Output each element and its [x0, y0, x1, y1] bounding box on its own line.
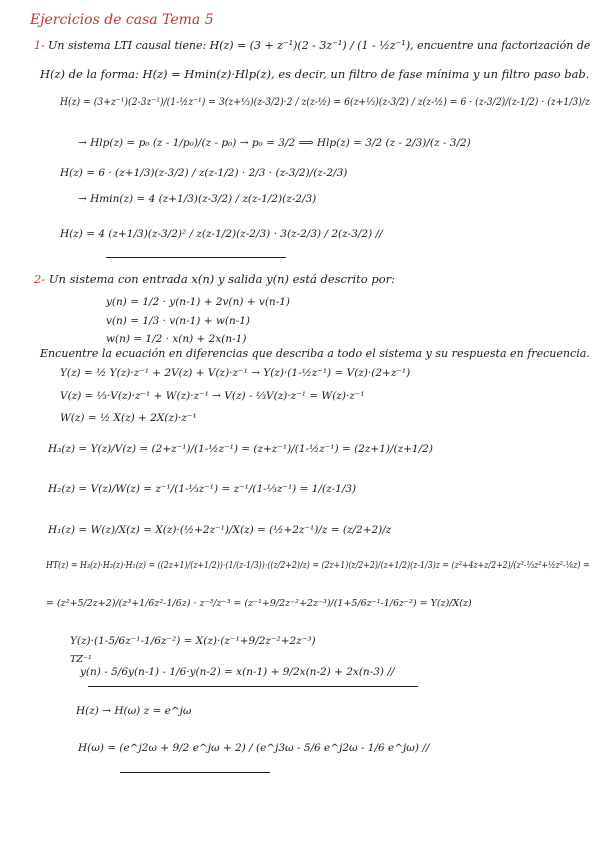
system-eq-1: y(n) = 1/2 · y(n-1) + 2v(n) + v(n-1)	[106, 296, 291, 308]
total-transfer: HT(z) = H₃(z)·H₂(z)·H₁(z) = ((2z+1)/(z+1/2))·(1/(z-1/3))·((z/2+2)/z) = (2z+1)(z/2+2)/(z+1/2)(z-1/3)z = (z²+4z+z/2+2)/(z³-⅓z²+½z²-⅙z) =	[46, 560, 590, 571]
problem-1-statement-a: 1- Un sistema LTI causal tiene: H(z) = (3 + z⁻¹)(2 - 3z⁻¹) / (1 - ½z⁻¹), encuentre una factorización de	[34, 38, 591, 52]
frequency-underline	[120, 772, 270, 773]
problem-1-eq-2: → Hlp(z) = p₀ (z - 1/p₀)/(z - p₀) → p₀ = 3/2 ⟹ Hlp(z) = 3/2 (z - 2/3)/(z - 3/2)	[78, 137, 471, 149]
page-title: Ejercicios de casa Tema 5	[30, 12, 214, 28]
problem-1-eq-4: → Hmin(z) = 4 (z+1/3)(z-3/2) / z(z-1/2)(z-2/3)	[78, 193, 317, 205]
problem-2-number: 2-	[34, 272, 46, 286]
h2-transfer: H₂(z) = V(z)/W(z) = z⁻¹/(1-⅓z⁻¹) = z⁻¹/(1-⅓z⁻¹) = 1/(z-1/3)	[48, 483, 357, 495]
z-transform-3: W(z) = ½ X(z) + 2X(z)·z⁻¹	[60, 412, 197, 424]
system-eq-2: v(n) = 1/3 · v(n-1) + w(n-1)	[106, 315, 251, 327]
problem-1-eq-1: H(z) = (3+z⁻¹)(2-3z⁻¹)/(1-½z⁻¹) = 3(z+⅓)(z-3/2)·2 / z(z-½) = 6(z+⅓)(z-3/2) / z(z-½) = 6 · (z-3/2)/(z-1/2) · (z+1/3)/z	[60, 96, 590, 108]
frequency-substitution: H(z) → H(ω) z = e^jω	[76, 705, 192, 717]
inverse-z-label: TZ⁻¹	[70, 654, 92, 665]
result-underline	[106, 257, 286, 258]
problem-1-number: 1-	[34, 38, 45, 52]
h3-transfer: H₃(z) = Y(z)/V(z) = (2+z⁻¹)/(1-½z⁻¹) = (z+z⁻¹)/(1-½z⁻¹) = (2z+1)/(z+1/2)	[48, 443, 433, 455]
z-transform-2: V(z) = ⅓·V(z)·z⁻¹ + W(z)·z⁻¹ → V(z) - ⅓V(z)·z⁻¹ = W(z)·z⁻¹	[60, 390, 365, 402]
problem-2-question: Encuentre la ecuación en diferencias que describa a todo el sistema y su respuesta en frecuencia.	[40, 346, 590, 360]
problem-1-eq-5: H(z) = 4 (z+1/3)(z-3/2)² / z(z-1/2)(z-2/3) · 3(z-2/3) / 2(z-3/2) //	[60, 228, 383, 240]
h1-transfer: H₁(z) = W(z)/X(z) = X(z)·(½+2z⁻¹)/X(z) = (½+2z⁻¹)/z = (z/2+2)/z	[48, 524, 392, 536]
system-eq-3: w(n) = 1/2 · x(n) + 2x(n-1)	[106, 333, 247, 345]
difference-underline	[88, 686, 418, 687]
z-transform-1: Y(z) = ½ Y(z)·z⁻¹ + 2V(z) + V(z)·z⁻¹ → Y(z)·(1-½z⁻¹) = V(z)·(2+z⁻¹)	[60, 367, 411, 379]
frequency-response: H(ω) = (e^j2ω + 9/2 e^jω + 2) / (e^j3ω - 5/6 e^j2ω - 1/6 e^jω) //	[78, 742, 430, 754]
problem-1-statement-b: H(z) de la forma: H(z) = Hmin(z)·Hlp(z), es decir, un filtro de fase mínima y un filtro paso bab.	[40, 67, 590, 81]
problem-2-statement: 2- Un sistema con entrada x(n) y salida y(n) está descrito por:	[34, 272, 395, 286]
difference-equation: y(n) - 5/6y(n-1) - 1/6·y(n-2) = x(n-1) + 9/2x(n-2) + 2x(n-3) //	[80, 666, 395, 678]
total-transfer-2: = (z²+5/2z+2)/(z³+1/6z²-1/6z) · z⁻³/z⁻³ = (z⁻¹+9/2z⁻²+2z⁻³)/(1+5/6z⁻¹-1/6z⁻²) = Y(z)/X(z)	[46, 598, 472, 609]
problem-1-eq-3: H(z) = 6 · (z+1/3)(z-3/2) / z(z-1/2) · 2/3 · (z-3/2)/(z-2/3)	[60, 167, 348, 179]
output-equation: Y(z)·(1-5/6z⁻¹-1/6z⁻²) = X(z)·(z⁻¹+9/2z⁻²+2z⁻³)	[70, 635, 316, 647]
